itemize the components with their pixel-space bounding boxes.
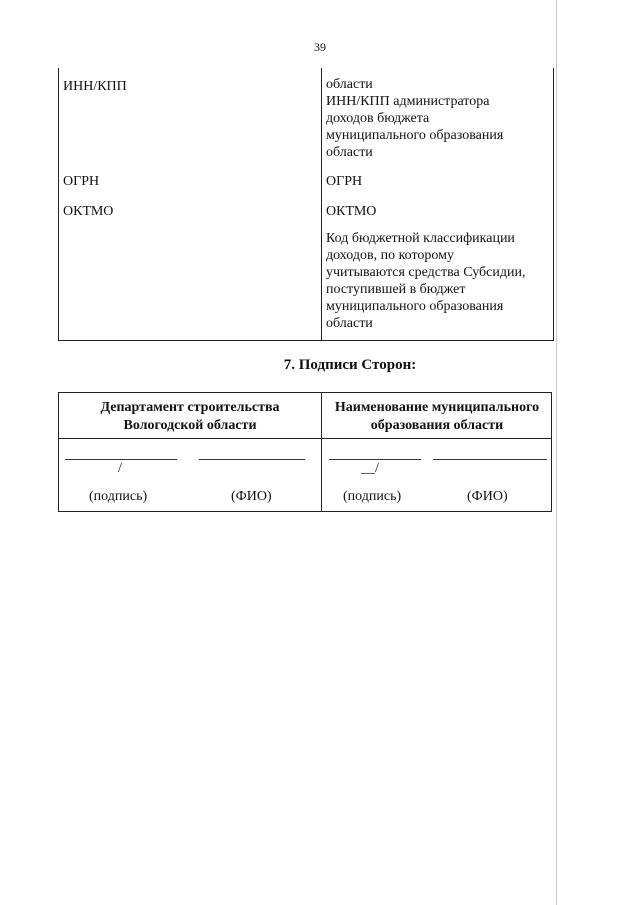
right-line-inn-admin: ИНН/КПП администратора: [326, 94, 490, 109]
column-divider: [321, 68, 322, 340]
kbk-line-6: области: [326, 316, 373, 331]
left-signature-line: [65, 459, 177, 460]
right-line-oblasti-2: области: [326, 145, 373, 160]
right-sign-caption: (подпись): [343, 489, 402, 504]
right-slash: __/: [361, 461, 379, 476]
left-sign-caption: (подпись): [89, 489, 148, 504]
kbk-line-5: муниципального образования: [326, 299, 504, 314]
right-party-line-2: образования области: [370, 418, 504, 433]
left-party-line-1: Департамент строительства: [100, 400, 280, 415]
left-name-line: [199, 459, 305, 460]
kbk-line-2: доходов, по которому: [326, 248, 454, 263]
left-slash: /: [118, 461, 122, 476]
right-line-municipal: муниципального образования: [326, 128, 504, 143]
oktmo-label: ОКТМО: [63, 204, 114, 219]
right-party-heading: [322, 399, 552, 435]
requisites-table: [58, 68, 554, 341]
right-ogrn-label: ОГРН: [326, 174, 363, 189]
left-party-line-2: Вологодской области: [123, 418, 257, 433]
kbk-line-4: поступившей в бюджет: [326, 282, 466, 297]
right-oktmo-label: ОКТМО: [326, 204, 377, 219]
right-signature-line: [329, 459, 421, 460]
left-party-heading: [59, 399, 321, 435]
page-number: 39: [314, 40, 326, 54]
left-name-caption: (ФИО): [231, 489, 272, 504]
right-party-line-1: Наименование муниципального: [334, 400, 540, 415]
ogrn-label: ОГРН: [63, 174, 100, 189]
signatures-table: [58, 392, 552, 512]
right-name-line: [433, 459, 547, 460]
kbk-line-3: учитываются средства Субсидии,: [326, 265, 526, 280]
right-line-oblasti: области: [326, 77, 373, 92]
right-line-dohodov: доходов бюджета: [326, 111, 430, 126]
page-edge-line: [556, 0, 557, 905]
right-name-caption: (ФИО): [467, 489, 508, 504]
inn-kpp-label: ИНН/КПП: [63, 79, 127, 94]
kbk-line-1: Код бюджетной классификации: [326, 231, 515, 246]
section-title: 7. Подписи Сторон:: [283, 357, 417, 373]
signatures-row-divider: [59, 438, 551, 439]
